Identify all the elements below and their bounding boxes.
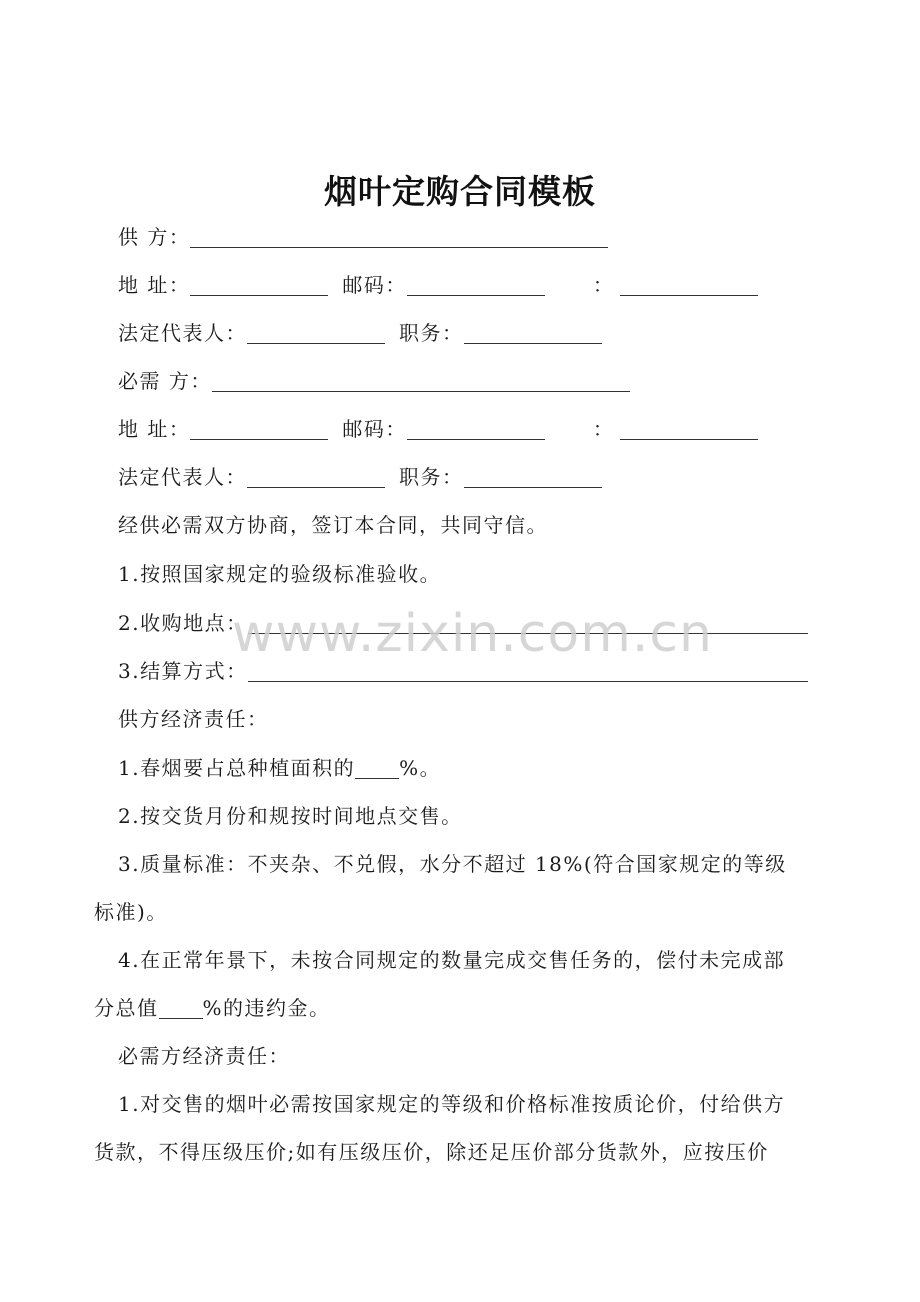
supplier-postcode-blank bbox=[407, 275, 545, 296]
penalty-rate-blank bbox=[159, 998, 203, 1019]
supplier-duty-1-suffix: %。 bbox=[399, 756, 442, 780]
buyer-address-line bbox=[118, 416, 758, 442]
buyer-rep-line bbox=[118, 464, 602, 490]
supplier-duty-4-suffix: %的违约金。 bbox=[202, 996, 331, 1020]
supplier-rep-blank bbox=[247, 323, 385, 344]
supplier-phone-blank bbox=[620, 275, 758, 296]
supplier-duty-1 bbox=[118, 755, 441, 781]
buyer-rep-blank bbox=[247, 467, 385, 488]
settlement-blank bbox=[248, 661, 808, 682]
supplier-duty-4-text: 分总值 bbox=[94, 996, 159, 1020]
clause-2-label: 2.收购地点： bbox=[118, 611, 248, 635]
supplier-label: 供 方： bbox=[118, 225, 191, 249]
supplier-duty-3-line1: 3.质量标准：不夹杂、不兑假，水分不超过 18%(符合国家规定的等级 bbox=[118, 852, 787, 876]
buyer-phone-blank bbox=[620, 419, 758, 440]
supplier-duty-4-line1: 4.在正常年景下，未按合同规定的数量完成交售任务的，偿付未完成部 bbox=[118, 948, 786, 972]
supplier-phone-label: ： bbox=[592, 273, 615, 297]
clause-3 bbox=[118, 658, 808, 684]
clause-2 bbox=[118, 610, 808, 636]
supplier-address-line bbox=[118, 272, 758, 298]
supplier-blank bbox=[190, 227, 608, 248]
document-title: 烟叶定购合同模板 bbox=[324, 172, 596, 211]
spring-ratio-blank bbox=[355, 758, 399, 779]
buyer-postcode-label: 邮码： bbox=[342, 417, 407, 441]
buyer-address-blank bbox=[190, 419, 328, 440]
buyer-duty-1-line1: 1.对交售的烟叶必需按国家规定的等级和价格标准按质论价，付给供方 bbox=[118, 1092, 786, 1116]
buyer-position-blank bbox=[464, 467, 602, 488]
supplier-duty-2: 2.按交货月份和规按时间地点交售。 bbox=[118, 804, 463, 828]
buyer-address-label: 地 址： bbox=[118, 417, 191, 441]
supplier-duty-heading: 供方经济责任： bbox=[118, 707, 269, 731]
supplier-postcode-label: 邮码： bbox=[342, 273, 407, 297]
supplier-position-blank bbox=[464, 323, 602, 344]
intro-paragraph: 经供必需双方协商，签订本合同，共同守信。 bbox=[118, 513, 548, 537]
clause-1: 1.按照国家规定的验级标准验收。 bbox=[118, 562, 442, 586]
buyer-phone-label: ： bbox=[592, 417, 615, 441]
buyer-position-label: 职务： bbox=[399, 465, 464, 489]
buyer-label: 必需 方： bbox=[118, 369, 212, 393]
supplier-duty-1-text: 1.春烟要占总种植面积的 bbox=[118, 756, 356, 780]
supplier-position-label: 职务： bbox=[399, 321, 464, 345]
buyer-blank bbox=[212, 371, 630, 392]
supplier-address-blank bbox=[190, 275, 328, 296]
supplier-address-label: 地 址： bbox=[118, 273, 191, 297]
supplier-rep-line bbox=[118, 320, 602, 346]
buyer-rep-label: 法定代表人： bbox=[118, 465, 247, 489]
supplier-line bbox=[118, 224, 608, 250]
buyer-duty-1-line2: 货款，不得压级压价;如有压级压价，除还足压价部分货款外，应按压价 bbox=[94, 1140, 769, 1164]
clause-3-label: 3.结算方式： bbox=[118, 659, 248, 683]
supplier-duty-4-line2 bbox=[94, 995, 331, 1021]
supplier-duty-3-line2: 标准)。 bbox=[94, 900, 168, 924]
watermark: www.zixin.com.cn bbox=[232, 604, 713, 664]
buyer-duty-heading: 必需方经济责任： bbox=[118, 1044, 290, 1068]
location-blank bbox=[248, 613, 808, 634]
buyer-postcode-blank bbox=[407, 419, 545, 440]
supplier-rep-label: 法定代表人： bbox=[118, 321, 247, 345]
buyer-line bbox=[118, 368, 630, 394]
